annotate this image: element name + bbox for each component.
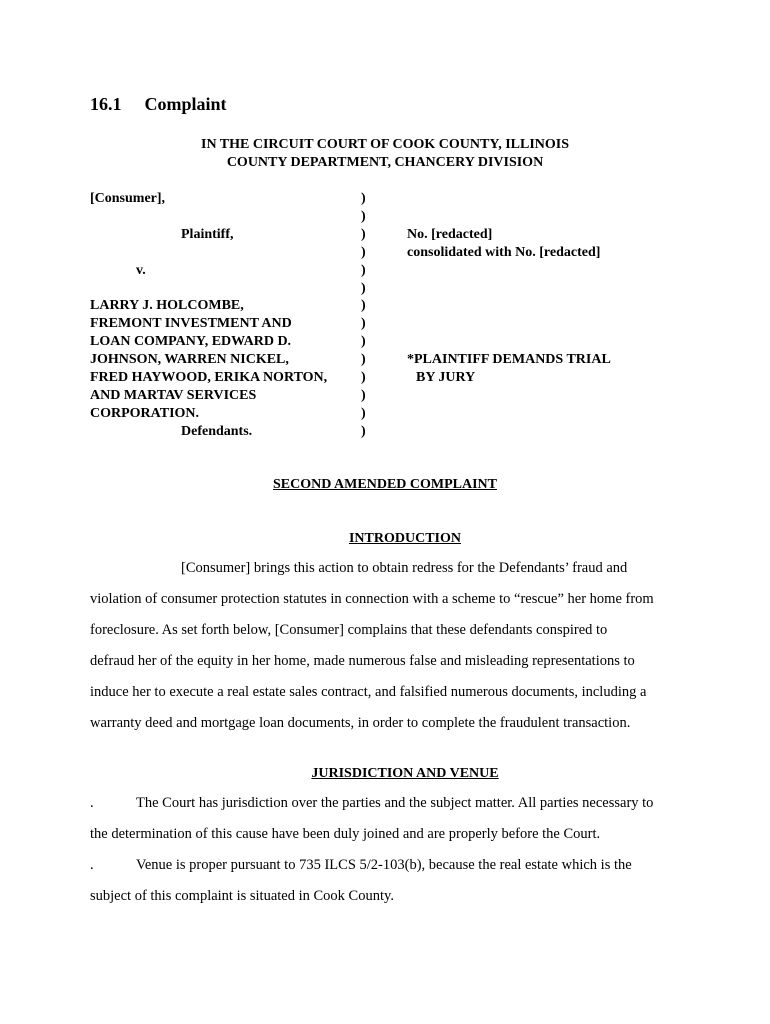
caption-paren: ) [361, 191, 366, 206]
intro-line: [Consumer] brings this action to obtain redress for the Defendants’ fraud and [181, 560, 628, 576]
venue-line: Venue is proper pursuant to 735 ILCS 5/2-103(b), because the real estate which is the [136, 857, 632, 873]
defendants-label: Defendants. [181, 424, 253, 439]
caption-paren: ) [361, 352, 366, 367]
consolidated-case: consolidated with No. [redacted] [407, 245, 601, 260]
defendant-line: FREMONT INVESTMENT AND [90, 316, 292, 331]
intro-line: violation of consumer protection statutes in connection with a scheme to “rescue” her home from [90, 591, 654, 607]
caption-paren: ) [361, 388, 366, 403]
plaintiff-label: Plaintiff, [181, 227, 234, 242]
caption-paren: ) [361, 334, 366, 349]
caption-paren: ) [361, 245, 366, 260]
defendant-line: FRED HAYWOOD, ERIKA NORTON, [90, 370, 328, 385]
case-number: No. [redacted] [407, 227, 493, 242]
defendant-line: AND MARTAV SERVICES [90, 388, 257, 403]
defendant-line: CORPORATION. [90, 406, 200, 421]
caption-paren: ) [361, 424, 366, 439]
section-title: Complaint [144, 94, 227, 114]
caption-paren: ) [361, 316, 366, 331]
jury-demand-cont: BY JURY [416, 370, 476, 385]
venue-line: subject of this complaint is situated in Cook County. [90, 888, 394, 904]
court-division: COUNTY DEPARTMENT, CHANCERY DIVISION [226, 155, 544, 170]
intro-line: foreclosure. As set forth below, [Consumer] complains that these defendants conspired to [90, 622, 608, 638]
intro-line: warranty deed and mortgage loan documents, in order to complete the fraudulent transaction. [90, 715, 631, 731]
document-title: SECOND AMENDED COMPLAINT [272, 477, 497, 492]
section-heading [90, 94, 227, 115]
paragraph-marker: . [90, 795, 94, 811]
court-name: IN THE CIRCUIT COURT OF COOK COUNTY, ILLINOIS [201, 137, 569, 152]
defendant-line: LARRY J. HOLCOMBE, [90, 298, 244, 313]
intro-line: induce her to execute a real estate sales contract, and falsified numerous documents, including a [90, 684, 647, 700]
caption-paren: ) [361, 209, 366, 224]
jurisdiction-line: the determination of this cause have been duly joined and are properly before the Court. [90, 826, 601, 842]
plaintiff-name: [Consumer], [90, 191, 166, 206]
defendant-line: JOHNSON, WARREN NICKEL, [90, 352, 289, 367]
caption-paren: ) [361, 298, 366, 313]
caption-paren: ) [361, 281, 366, 296]
jury-demand: *PLAINTIFF DEMANDS TRIAL [407, 352, 611, 367]
jurisdiction-heading: JURISDICTION AND VENUE [311, 766, 499, 781]
caption-paren: ) [361, 406, 366, 421]
versus: v. [136, 263, 146, 278]
caption-paren: ) [361, 227, 366, 242]
intro-line: defraud her of the equity in her home, made numerous false and misleading representations to [90, 653, 635, 669]
jurisdiction-line: The Court has jurisdiction over the parties and the subject matter. All parties necessary to [136, 795, 654, 811]
introduction-heading: INTRODUCTION [348, 531, 461, 546]
defendant-line: LOAN COMPANY, EDWARD D. [90, 334, 292, 349]
caption-paren: ) [361, 263, 366, 278]
paragraph-marker: . [90, 857, 94, 873]
section-number: 16.1 [90, 94, 122, 114]
caption-paren: ) [361, 370, 366, 385]
